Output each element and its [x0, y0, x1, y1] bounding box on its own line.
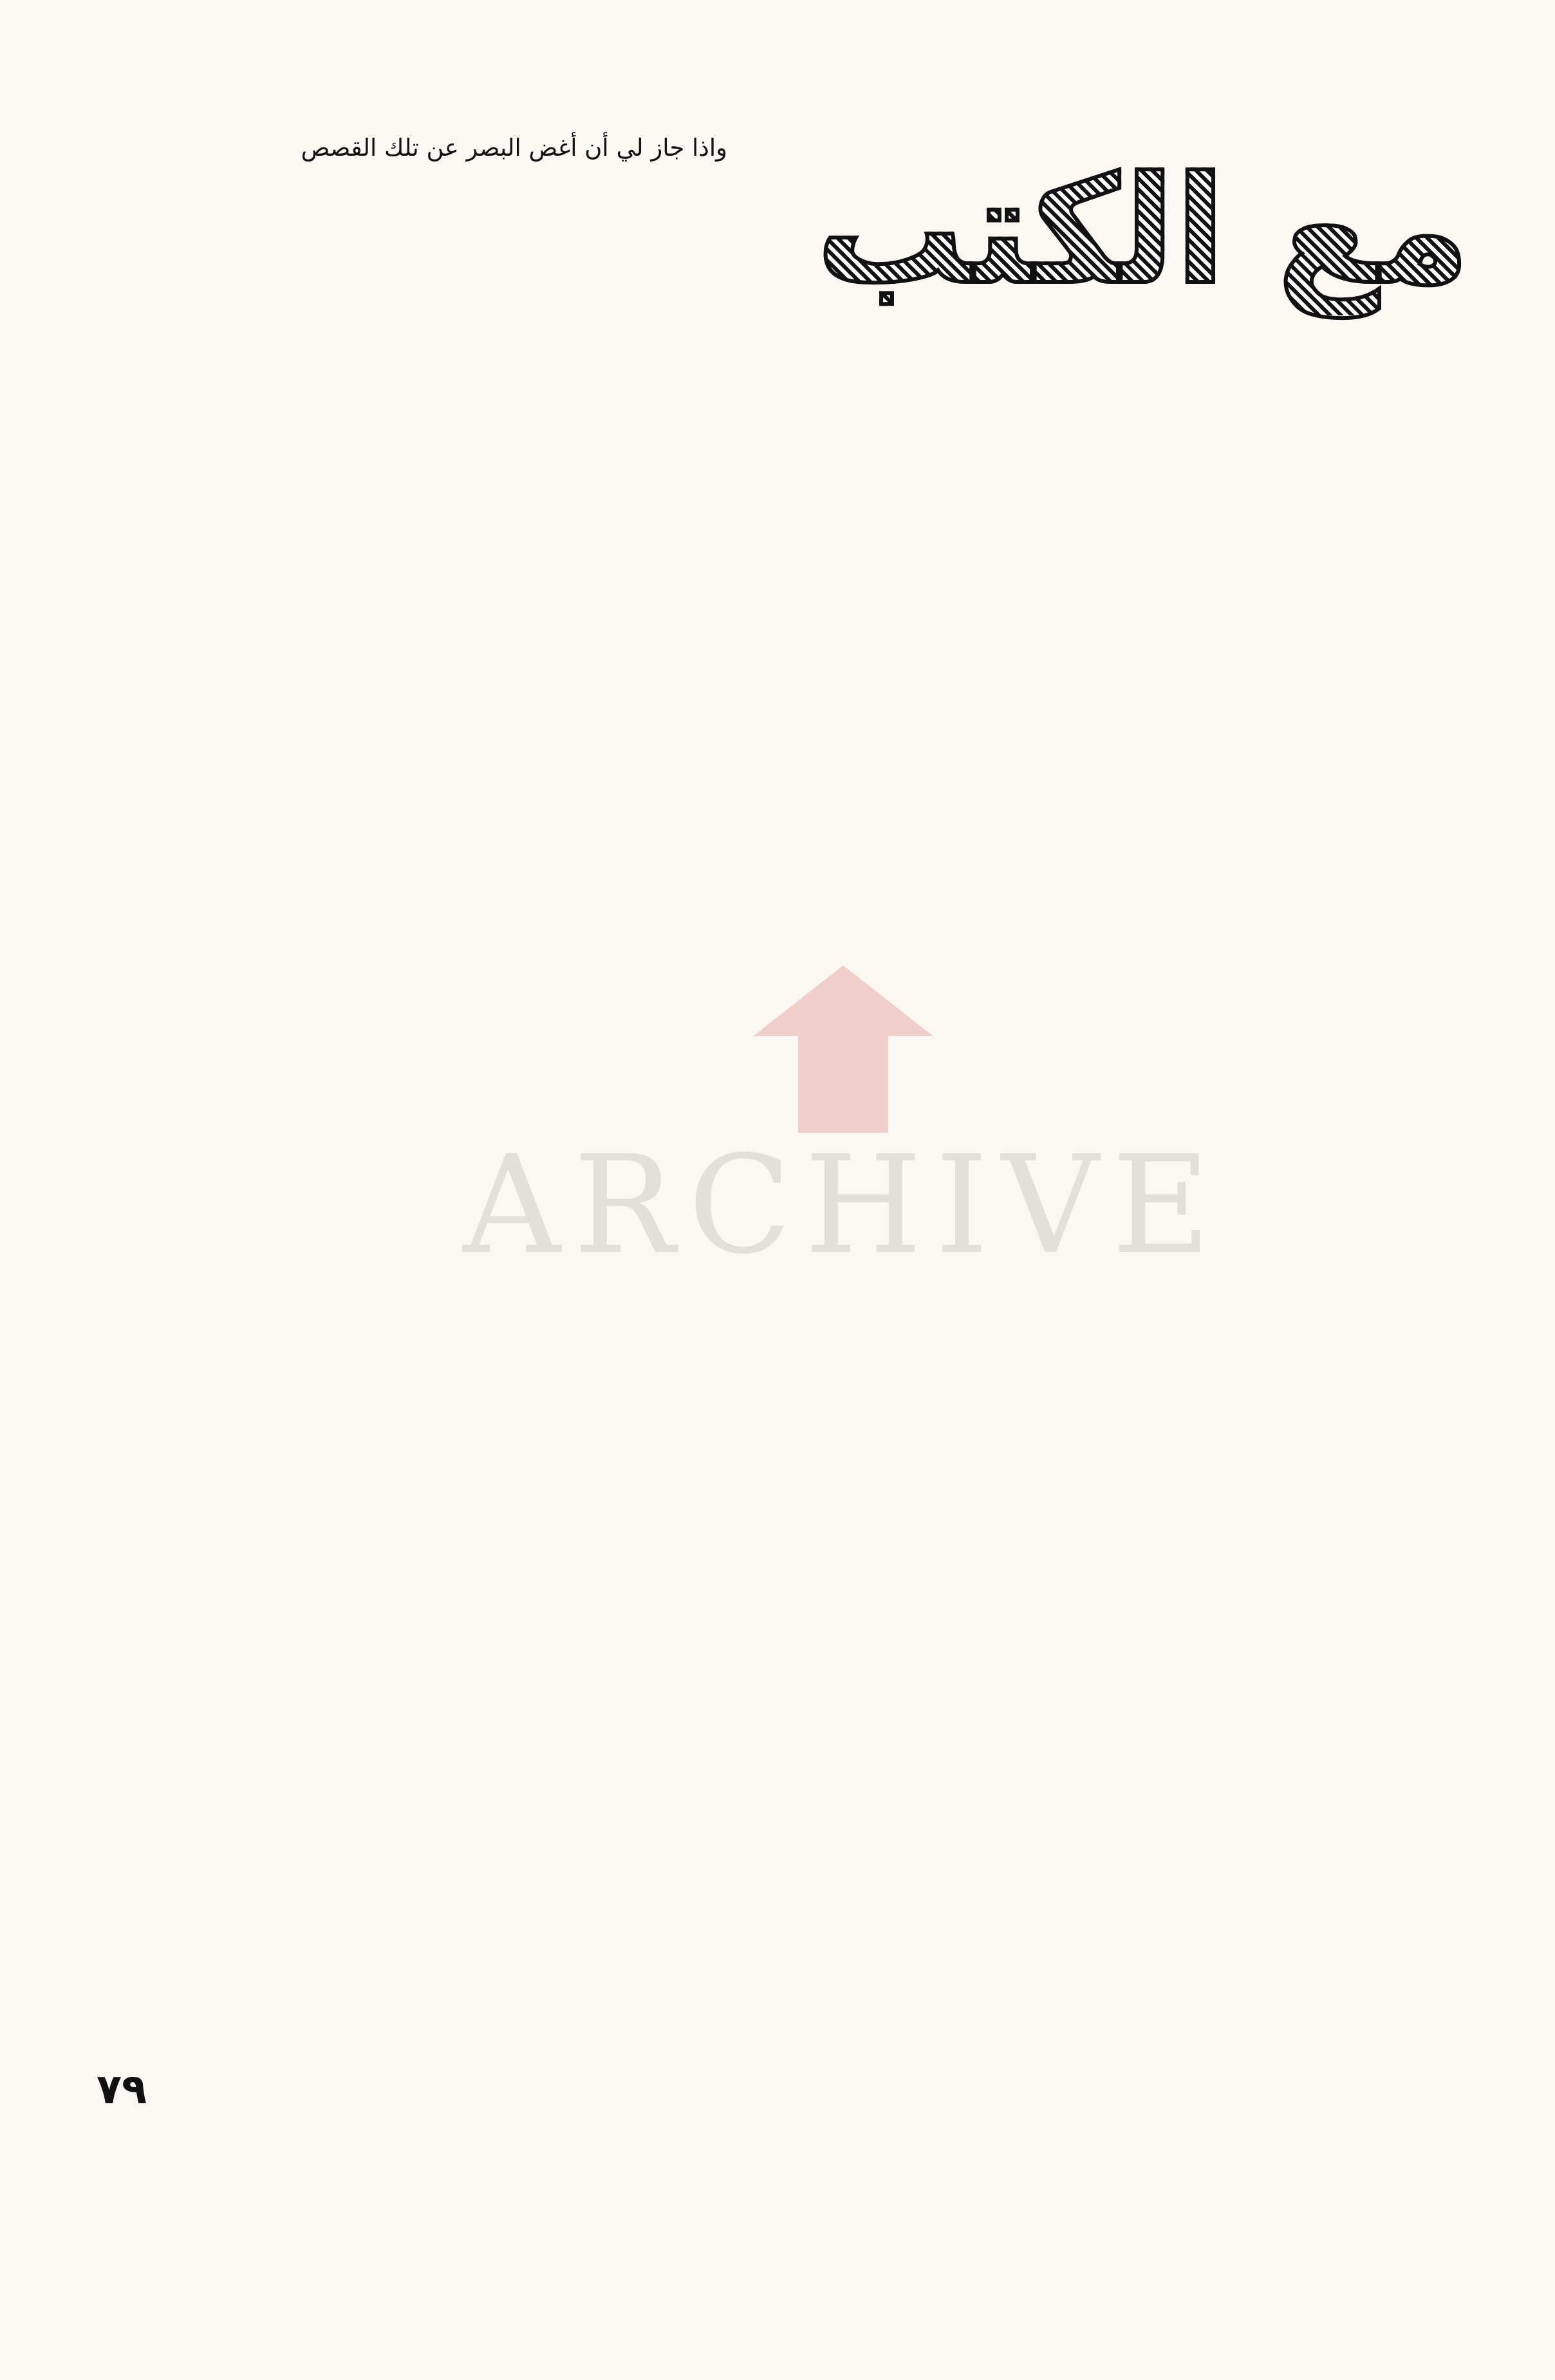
text-line: [789, 1962, 1458, 2000]
section-title: مع الكتب: [808, 148, 1478, 315]
text-line: [84, 1458, 727, 1496]
text-line: [84, 470, 727, 508]
text-line: [84, 243, 727, 281]
text-line: [84, 1382, 727, 1420]
text-line: [84, 1192, 727, 1230]
text-line: [84, 1078, 727, 1116]
text-line: [84, 1837, 727, 1875]
text-line: [789, 1469, 1458, 1507]
text-line: [84, 812, 727, 850]
text-line: [84, 281, 727, 319]
text-line: [84, 1572, 727, 1610]
text-line: [789, 1431, 1458, 1469]
text-line: [84, 964, 727, 1002]
text-line: [789, 1545, 1458, 1583]
text-line: [84, 1610, 727, 1648]
text-line: [84, 319, 727, 357]
text-line: [789, 1886, 1458, 1924]
left-column: [84, 129, 727, 2027]
text-line: [84, 698, 727, 736]
text-line: [789, 1393, 1458, 1431]
text-line: [789, 1583, 1458, 1621]
text-line: [789, 1051, 1458, 1089]
watermark-brand: ARCHIVE: [463, 1126, 1224, 1284]
text-line: [84, 1116, 727, 1154]
text-line: [84, 1230, 727, 1268]
text-line: [84, 926, 727, 964]
text-line: [789, 2000, 1458, 2038]
text-line: [789, 1772, 1458, 1810]
text-line: [84, 1420, 727, 1458]
text-line: [84, 1686, 727, 1724]
text-line: [84, 1762, 727, 1799]
text-line: [84, 1951, 727, 1989]
text-line: [84, 1648, 727, 1686]
text-line: [789, 1165, 1458, 1203]
text-line: [84, 736, 727, 774]
text-line: [84, 1724, 727, 1762]
text-line: [84, 1799, 727, 1837]
page-number: ٧٩: [97, 2066, 147, 2114]
text-line: [789, 803, 1458, 841]
text-line: [84, 1268, 727, 1306]
text-line: [789, 575, 1458, 613]
text-line: [789, 386, 1458, 423]
text-line: [84, 395, 727, 432]
text-line: [84, 1496, 727, 1534]
text-line: [84, 1002, 727, 1040]
text-line: [84, 1040, 727, 1078]
text-line: [84, 850, 727, 888]
text-line: [789, 651, 1458, 689]
text-line: [789, 1279, 1458, 1317]
text-line: [84, 357, 727, 395]
text-line: [789, 879, 1458, 917]
text-line: [789, 423, 1458, 461]
text-line: [789, 2152, 1458, 2190]
text-line: [84, 888, 727, 926]
text-line: [84, 1989, 727, 2027]
paragraph: [789, 348, 1458, 993]
text-line: [789, 2114, 1458, 2152]
text-line: [789, 537, 1458, 575]
text-line: [789, 841, 1458, 879]
text-line: [789, 1089, 1458, 1127]
text-line: [789, 1507, 1458, 1545]
text-line: [789, 1355, 1458, 1393]
text-line: [789, 613, 1458, 651]
text-line: واذا جاز لي أن أغض البصر عن تلك القصص: [301, 134, 727, 162]
text-line: [789, 1697, 1458, 1734]
text-line: [84, 432, 727, 470]
text-line: [789, 1659, 1458, 1697]
text-line: [789, 461, 1458, 499]
text-line: [84, 774, 727, 812]
text-line: [84, 622, 727, 660]
text-line: [789, 1203, 1458, 1241]
text-line: [789, 348, 1458, 386]
text-line: [789, 727, 1458, 765]
text-line: [789, 1810, 1458, 1848]
text-line: [84, 1875, 727, 1913]
text-line: [84, 1306, 727, 1344]
text-line: [789, 1621, 1458, 1659]
paragraph: [789, 1051, 1458, 2380]
text-line: [84, 546, 727, 584]
text-line: [84, 660, 727, 698]
text-line: [789, 1241, 1458, 1279]
text-line: [789, 765, 1458, 803]
text-line: [789, 499, 1458, 537]
text-line: [789, 1924, 1458, 1962]
text-line: [84, 1913, 727, 1951]
text-line: [789, 689, 1458, 727]
text-line: [84, 205, 727, 243]
text-line: [789, 917, 1458, 955]
text-line: [789, 1317, 1458, 1355]
text-line: [789, 1127, 1458, 1165]
text-line: [789, 2228, 1458, 2266]
text-line: [789, 2304, 1458, 2342]
text-line: [84, 584, 727, 622]
text-line: [789, 1734, 1458, 1772]
text-line: [789, 2076, 1458, 2114]
text-line: [84, 1154, 727, 1192]
text-line: [789, 2190, 1458, 2228]
text-line: [789, 1848, 1458, 1886]
text-line: [789, 2342, 1458, 2380]
text-line: [84, 1534, 727, 1572]
text-line: [789, 2038, 1458, 2076]
text-line: [84, 1344, 727, 1382]
text-line: [789, 955, 1458, 993]
right-column: [789, 348, 1458, 2085]
text-line: [789, 2266, 1458, 2304]
text-line: [84, 508, 727, 546]
text-line: [84, 167, 727, 205]
